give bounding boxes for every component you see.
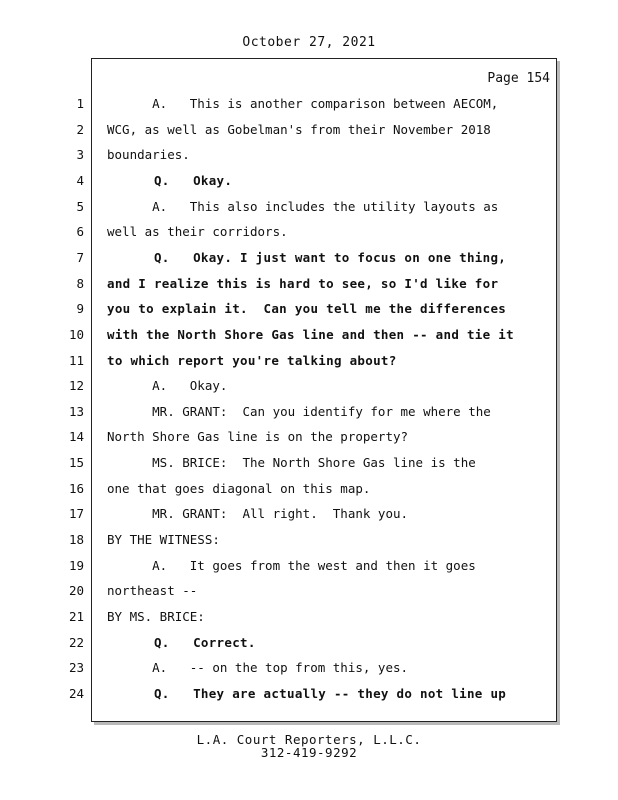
line-number: 5 [76,199,84,214]
transcript-line-text: A. It goes from the west and then it goes [107,558,476,573]
transcript-line-text: well as their corridors. [107,224,288,239]
line-number: 20 [68,583,84,598]
line-number: 3 [76,147,84,162]
transcript-line-text: A. -- on the top from this, yes. [107,660,409,675]
line-number: 13 [68,404,84,419]
line-number: 2 [76,122,84,137]
transcript-line-text: boundaries. [107,147,190,162]
line-number: 16 [68,481,84,496]
transcript-line-text: northeast -- [107,583,198,598]
line-number: 23 [68,660,84,675]
footer-phone: 312-419-9292 [260,745,358,760]
header-date: October 27, 2021 [242,35,376,50]
line-number: 22 [68,635,84,650]
line-number: 10 [68,327,84,342]
transcript-line-text: WCG, as well as Gobelman's from their November 2018 [107,122,491,137]
page-number: Page 154 [487,71,550,86]
line-number: 15 [68,455,84,470]
line-number: 8 [76,276,84,291]
line-number: 21 [68,609,84,624]
line-number: 18 [68,532,84,547]
transcript-line-text: and I realize this is hard to see, so I'd like for [107,276,499,291]
line-number: 19 [68,558,84,573]
transcript-line-text: Q. Correct. [107,635,256,650]
transcript-line-text: BY MS. BRICE: [107,609,205,624]
transcript-line-text: MR. GRANT: All right. Thank you. [107,506,409,521]
transcript-line-text: MR. GRANT: Can you identify for me where the [107,404,491,419]
line-number: 1 [76,96,84,111]
transcript-line-text: A. This is another comparison between AECOM, [107,96,499,111]
transcript-line-text: MS. BRICE: The North Shore Gas line is the [107,455,476,470]
transcript-line-text: A. Okay. [107,378,228,393]
transcript-line-text: one that goes diagonal on this map. [107,481,371,496]
footer-company: L.A. Court Reporters, L.L.C. [196,732,422,747]
transcript-line-text: Q. Okay. I just want to focus on one thing, [107,250,507,265]
line-number: 17 [68,506,84,521]
line-number: 4 [76,173,84,188]
transcript-line-text: A. This also includes the utility layouts as [107,199,499,214]
line-number: 11 [68,353,84,368]
transcript-line-text: Q. They are actually -- they do not line up [107,686,507,701]
line-number: 12 [68,378,84,393]
transcript-line-text: BY THE WITNESS: [107,532,220,547]
transcript-line-text: with the North Shore Gas line and then -- and tie it [107,327,514,342]
transcript-line-text: you to explain it. Can you tell me the differences [107,301,507,316]
footer [0,733,618,759]
line-number: 14 [68,429,84,444]
transcript-line-text: to which report you're talking about? [107,353,397,368]
line-number: 9 [76,301,84,316]
transcript-line-text: Q. Okay. [107,173,233,188]
line-number: 24 [68,686,84,701]
line-number: 7 [76,250,84,265]
transcript-line-text: North Shore Gas line is on the property? [107,429,409,444]
line-number: 6 [76,224,84,239]
